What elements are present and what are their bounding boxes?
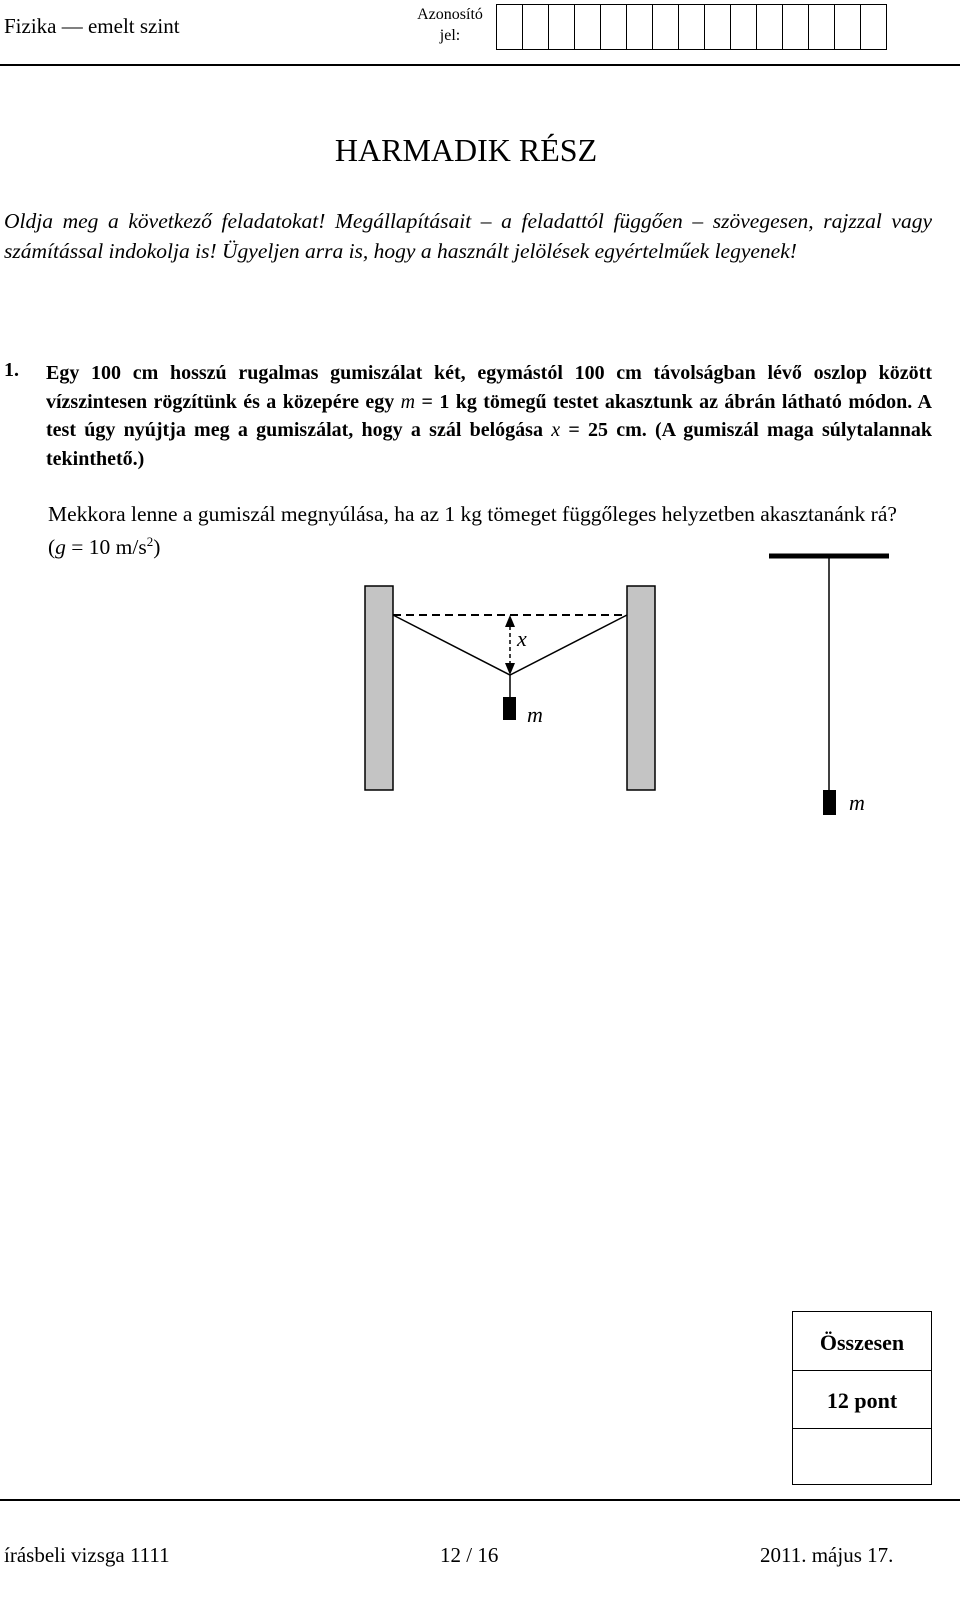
sag-symbol: x [551, 419, 561, 441]
task-text [46, 359, 932, 473]
gravity-symbol: g [55, 535, 66, 560]
score-points: 12 pont [826, 1388, 898, 1413]
score-divider-1 [793, 1370, 931, 1371]
id-digit-box[interactable] [808, 4, 835, 50]
score-entry-field[interactable] [793, 1430, 931, 1484]
mass-symbol: m [400, 390, 416, 413]
id-digit-box[interactable] [730, 4, 757, 50]
id-digit-box[interactable] [860, 4, 887, 50]
task-text-part-1: Egy 100 cm hosszú rugalmas gumiszálat két, egymástól 100 cm távolságban lévő oszlop között vízszintesen rögzítünk és a közepére egy [46, 362, 932, 413]
task-text-part-3: = 25 cm. (A gumiszál maga súlytalannak tekinthető.) [46, 419, 932, 470]
footer-rule [0, 1499, 960, 1501]
footer-exam-code: írásbeli vizsga 1111 [4, 1543, 170, 1567]
sag-label: x [517, 626, 527, 651]
id-code-boxes[interactable] [496, 4, 886, 50]
footer-date: 2011. május 17. [760, 1543, 894, 1567]
mass-label-1: m [527, 702, 543, 727]
id-digit-box[interactable] [834, 4, 861, 50]
score-header: Összesen [819, 1330, 905, 1355]
id-digit-box[interactable] [756, 4, 783, 50]
id-digit-box[interactable] [522, 4, 549, 50]
score-table [792, 1311, 932, 1485]
question-part-1: Mekkora lenne a gumiszál megnyúlása, ha az 1 kg tömeget függőleges helyzetben akasztanánk rá? ( [48, 502, 897, 560]
id-label: Azonosító jel: [417, 6, 483, 44]
part-title: HARMADIK RÉSZ [334, 132, 598, 168]
id-digit-box[interactable] [704, 4, 731, 50]
question-part-3: ) [153, 535, 161, 560]
task-text-part-2: = 1 kg tömegű testet akasztunk az ábrán látható módon. A test úgy nyújtja meg a gumiszálat, hogy a szál belógása [46, 390, 932, 441]
instructions: Oldja meg a következő feladatokat! Megállapításait – a feladattól függően – szövegesen, rajzzal vagy számítással indokolja is! Ügyeljen arra is, hogy a használt jelölések egyértelműek legyenek! [4, 209, 932, 263]
id-digit-box[interactable] [626, 4, 653, 50]
header-rule [0, 64, 960, 66]
rubber-band-figure [0, 540, 960, 830]
question-part-2: = 10 m/s [65, 535, 147, 560]
id-digit-box[interactable] [548, 4, 575, 50]
left-pillar [365, 586, 393, 790]
id-digit-box[interactable] [496, 4, 523, 50]
right-pillar [627, 586, 655, 790]
mass-block-1 [503, 697, 516, 720]
id-digit-box[interactable] [600, 4, 627, 50]
mass-block-2 [823, 790, 836, 815]
id-digit-box[interactable] [652, 4, 679, 50]
question-exponent: 2 [146, 534, 154, 549]
id-digit-box[interactable] [574, 4, 601, 50]
footer-page-number: 12 / 16 [440, 1543, 499, 1567]
id-digit-box[interactable] [678, 4, 705, 50]
id-digit-box[interactable] [782, 4, 809, 50]
score-divider-2 [793, 1428, 931, 1429]
task-number: 1. [4, 359, 19, 381]
header-subject: Fizika — emelt szint [4, 14, 180, 38]
sag-arrow-up-head [505, 615, 515, 627]
mass-label-2: m [849, 790, 865, 815]
